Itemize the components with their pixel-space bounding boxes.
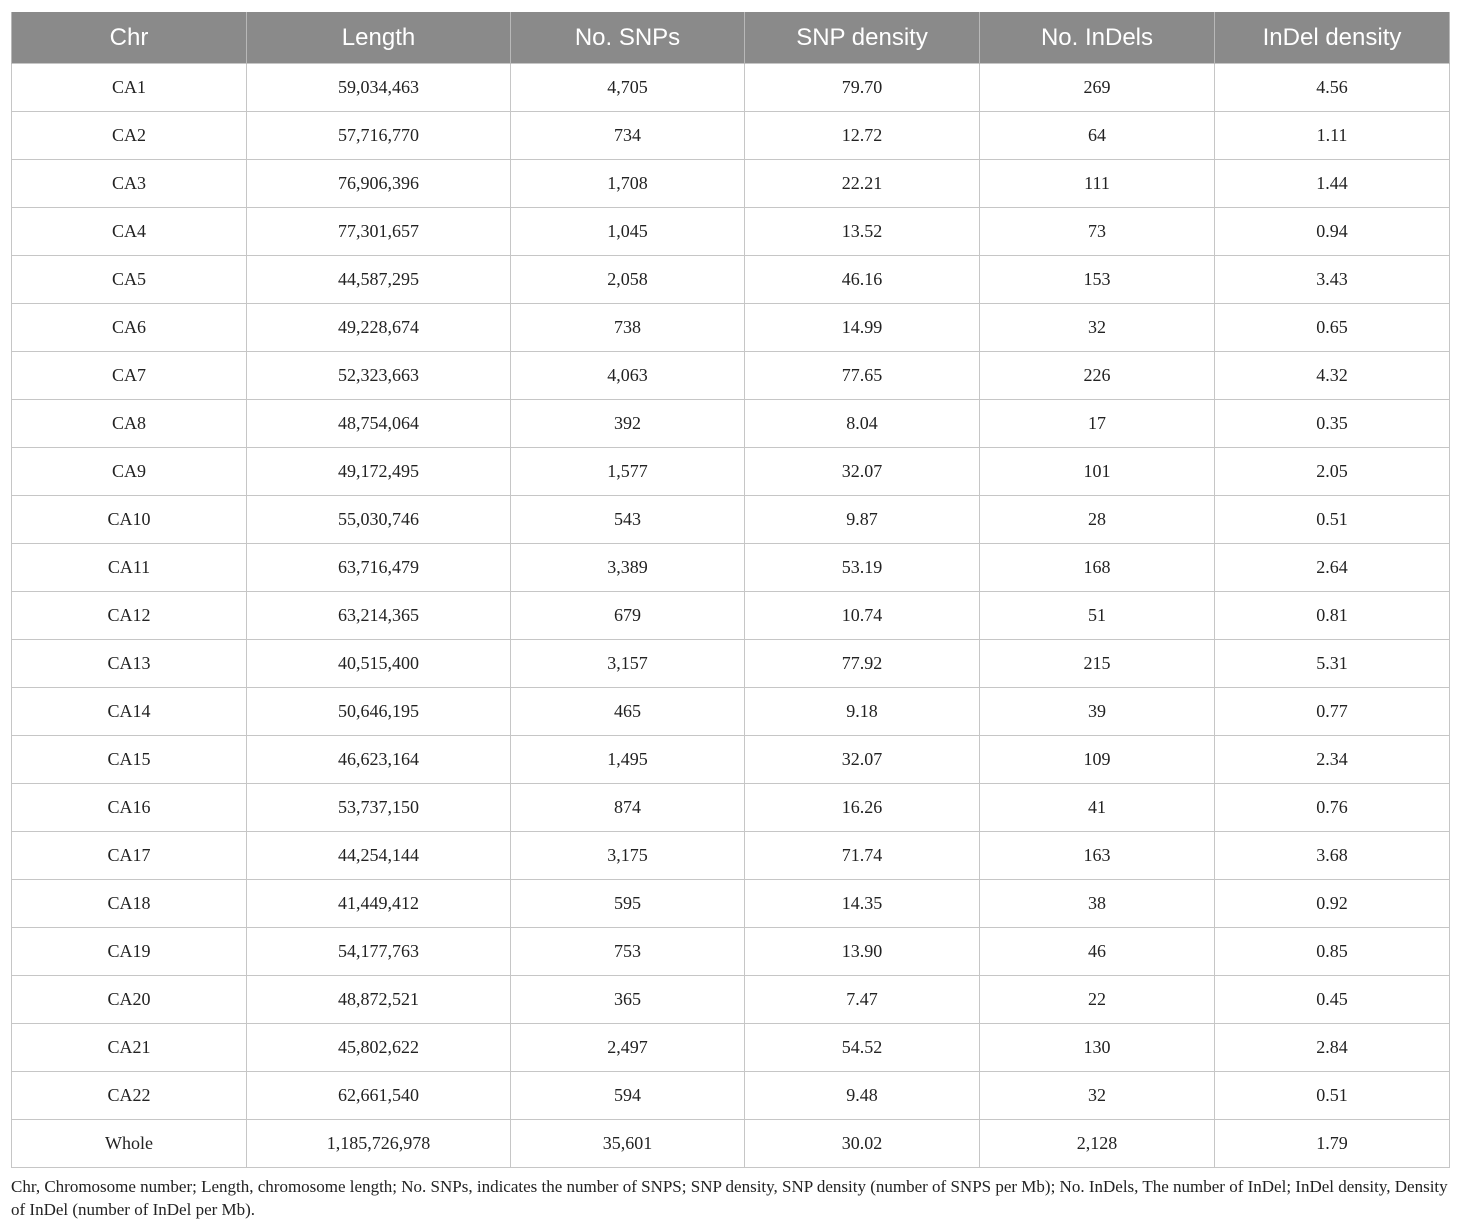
table-body (12, 64, 1450, 1168)
cell-no-indels: 64 (980, 112, 1215, 160)
cell-no-snps: 3,389 (511, 544, 745, 592)
cell-length: 49,228,674 (247, 304, 511, 352)
table-row (12, 784, 1450, 832)
cell-indel-density: 4.56 (1215, 64, 1450, 112)
header-chr: Chr (12, 12, 247, 64)
cell-no-snps: 4,705 (511, 64, 745, 112)
cell-indel-density: 5.31 (1215, 640, 1450, 688)
table-row (12, 1120, 1450, 1168)
cell-no-indels: 41 (980, 784, 1215, 832)
table-row (12, 400, 1450, 448)
cell-snp-density: 14.35 (745, 880, 980, 928)
cell-length: 54,177,763 (247, 928, 511, 976)
cell-indel-density: 3.43 (1215, 256, 1450, 304)
cell-snp-density: 12.72 (745, 112, 980, 160)
cell-no-indels: 73 (980, 208, 1215, 256)
cell-chr: CA2 (12, 112, 247, 160)
cell-no-snps: 1,708 (511, 160, 745, 208)
cell-no-snps: 465 (511, 688, 745, 736)
cell-snp-density: 13.52 (745, 208, 980, 256)
cell-no-snps: 874 (511, 784, 745, 832)
cell-no-indels: 32 (980, 304, 1215, 352)
header-length: Length (247, 12, 511, 64)
table-row (12, 448, 1450, 496)
cell-snp-density: 9.48 (745, 1072, 980, 1120)
cell-snp-density: 16.26 (745, 784, 980, 832)
table-row (12, 544, 1450, 592)
cell-length: 44,254,144 (247, 832, 511, 880)
cell-chr: CA21 (12, 1024, 247, 1072)
cell-chr: CA1 (12, 64, 247, 112)
cell-no-indels: 32 (980, 1072, 1215, 1120)
cell-snp-density: 77.92 (745, 640, 980, 688)
cell-no-indels: 111 (980, 160, 1215, 208)
cell-snp-density: 9.18 (745, 688, 980, 736)
cell-indel-density: 2.84 (1215, 1024, 1450, 1072)
cell-indel-density: 3.68 (1215, 832, 1450, 880)
cell-snp-density: 46.16 (745, 256, 980, 304)
cell-no-indels: 269 (980, 64, 1215, 112)
cell-indel-density: 0.51 (1215, 496, 1450, 544)
cell-no-snps: 753 (511, 928, 745, 976)
table-row (12, 208, 1450, 256)
cell-length: 45,802,622 (247, 1024, 511, 1072)
cell-indel-density: 2.34 (1215, 736, 1450, 784)
cell-length: 63,214,365 (247, 592, 511, 640)
cell-length: 48,872,521 (247, 976, 511, 1024)
cell-length: 41,449,412 (247, 880, 511, 928)
cell-no-snps: 2,497 (511, 1024, 745, 1072)
table-row (12, 976, 1450, 1024)
cell-indel-density: 1.44 (1215, 160, 1450, 208)
table-row (12, 304, 1450, 352)
header-row (12, 12, 1450, 64)
cell-chr: CA14 (12, 688, 247, 736)
cell-snp-density: 7.47 (745, 976, 980, 1024)
cell-chr: CA13 (12, 640, 247, 688)
cell-no-snps: 1,495 (511, 736, 745, 784)
cell-chr: CA8 (12, 400, 247, 448)
cell-no-snps: 35,601 (511, 1120, 745, 1168)
cell-indel-density: 2.64 (1215, 544, 1450, 592)
cell-chr: CA7 (12, 352, 247, 400)
table-row (12, 928, 1450, 976)
cell-no-snps: 595 (511, 880, 745, 928)
cell-snp-density: 79.70 (745, 64, 980, 112)
cell-chr: Whole (12, 1120, 247, 1168)
table-row (12, 112, 1450, 160)
cell-no-indels: 109 (980, 736, 1215, 784)
cell-chr: CA19 (12, 928, 247, 976)
table-row (12, 640, 1450, 688)
cell-length: 57,716,770 (247, 112, 511, 160)
cell-no-snps: 734 (511, 112, 745, 160)
cell-indel-density: 0.35 (1215, 400, 1450, 448)
cell-no-indels: 163 (980, 832, 1215, 880)
cell-no-snps: 594 (511, 1072, 745, 1120)
cell-length: 49,172,495 (247, 448, 511, 496)
cell-chr: CA15 (12, 736, 247, 784)
cell-chr: CA20 (12, 976, 247, 1024)
cell-snp-density: 22.21 (745, 160, 980, 208)
cell-snp-density: 54.52 (745, 1024, 980, 1072)
cell-no-indels: 38 (980, 880, 1215, 928)
cell-indel-density: 0.94 (1215, 208, 1450, 256)
cell-no-snps: 1,045 (511, 208, 745, 256)
cell-chr: CA18 (12, 880, 247, 928)
cell-chr: CA12 (12, 592, 247, 640)
cell-chr: CA3 (12, 160, 247, 208)
cell-length: 55,030,746 (247, 496, 511, 544)
cell-indel-density: 0.45 (1215, 976, 1450, 1024)
cell-snp-density: 30.02 (745, 1120, 980, 1168)
cell-no-indels: 46 (980, 928, 1215, 976)
table-row (12, 64, 1450, 112)
cell-snp-density: 10.74 (745, 592, 980, 640)
data-table-container (11, 12, 1449, 1168)
table-row (12, 736, 1450, 784)
table-row (12, 880, 1450, 928)
cell-no-snps: 365 (511, 976, 745, 1024)
cell-no-indels: 22 (980, 976, 1215, 1024)
cell-indel-density: 1.79 (1215, 1120, 1450, 1168)
table-row (12, 832, 1450, 880)
cell-length: 40,515,400 (247, 640, 511, 688)
cell-length: 46,623,164 (247, 736, 511, 784)
table-row (12, 592, 1450, 640)
cell-length: 50,646,195 (247, 688, 511, 736)
cell-no-indels: 101 (980, 448, 1215, 496)
table-footnote: Chr, Chromosome number; Length, chromosome length; No. SNPs, indicates the number of SNPS; SNP density, SNP density (number of SNPS per Mb); No. InDels, The number of InDel; InDel density, Density of InDel (number of InDel per Mb). (11, 1177, 1448, 1219)
cell-no-indels: 17 (980, 400, 1215, 448)
cell-indel-density: 4.32 (1215, 352, 1450, 400)
table-row (12, 688, 1450, 736)
header-indel-density: InDel density (1215, 12, 1450, 64)
cell-snp-density: 77.65 (745, 352, 980, 400)
cell-snp-density: 9.87 (745, 496, 980, 544)
cell-no-indels: 51 (980, 592, 1215, 640)
cell-no-snps: 543 (511, 496, 745, 544)
table-row (12, 352, 1450, 400)
cell-no-snps: 392 (511, 400, 745, 448)
cell-no-snps: 3,157 (511, 640, 745, 688)
cell-no-snps: 738 (511, 304, 745, 352)
cell-snp-density: 13.90 (745, 928, 980, 976)
cell-chr: CA17 (12, 832, 247, 880)
cell-chr: CA6 (12, 304, 247, 352)
cell-snp-density: 32.07 (745, 448, 980, 496)
cell-indel-density: 0.85 (1215, 928, 1450, 976)
cell-no-snps: 679 (511, 592, 745, 640)
cell-no-indels: 168 (980, 544, 1215, 592)
cell-chr: CA16 (12, 784, 247, 832)
cell-chr: CA10 (12, 496, 247, 544)
cell-length: 1,185,726,978 (247, 1120, 511, 1168)
cell-length: 52,323,663 (247, 352, 511, 400)
cell-length: 59,034,463 (247, 64, 511, 112)
cell-no-indels: 2,128 (980, 1120, 1215, 1168)
table-row (12, 256, 1450, 304)
cell-indel-density: 1.11 (1215, 112, 1450, 160)
cell-no-indels: 28 (980, 496, 1215, 544)
cell-no-indels: 215 (980, 640, 1215, 688)
cell-chr: CA4 (12, 208, 247, 256)
table-row (12, 1072, 1450, 1120)
cell-chr: CA22 (12, 1072, 247, 1120)
table-row (12, 160, 1450, 208)
cell-length: 63,716,479 (247, 544, 511, 592)
cell-snp-density: 32.07 (745, 736, 980, 784)
header-snp-density: SNP density (745, 12, 980, 64)
table-header (12, 12, 1450, 64)
table-row (12, 496, 1450, 544)
cell-no-indels: 130 (980, 1024, 1215, 1072)
cell-no-indels: 153 (980, 256, 1215, 304)
cell-length: 44,587,295 (247, 256, 511, 304)
cell-no-snps: 2,058 (511, 256, 745, 304)
cell-indel-density: 2.05 (1215, 448, 1450, 496)
cell-length: 76,906,396 (247, 160, 511, 208)
header-no-snps: No. SNPs (511, 12, 745, 64)
cell-no-indels: 226 (980, 352, 1215, 400)
cell-chr: CA5 (12, 256, 247, 304)
cell-indel-density: 0.77 (1215, 688, 1450, 736)
cell-snp-density: 14.99 (745, 304, 980, 352)
cell-indel-density: 0.51 (1215, 1072, 1450, 1120)
cell-length: 62,661,540 (247, 1072, 511, 1120)
cell-no-snps: 4,063 (511, 352, 745, 400)
table-row (12, 1024, 1450, 1072)
cell-length: 48,754,064 (247, 400, 511, 448)
cell-indel-density: 0.81 (1215, 592, 1450, 640)
header-no-indels: No. InDels (980, 12, 1215, 64)
cell-length: 53,737,150 (247, 784, 511, 832)
cell-no-snps: 1,577 (511, 448, 745, 496)
cell-snp-density: 53.19 (745, 544, 980, 592)
cell-indel-density: 0.65 (1215, 304, 1450, 352)
cell-length: 77,301,657 (247, 208, 511, 256)
cell-chr: CA9 (12, 448, 247, 496)
cell-no-snps: 3,175 (511, 832, 745, 880)
cell-chr: CA11 (12, 544, 247, 592)
snp-indel-table (11, 12, 1450, 1168)
cell-no-indels: 39 (980, 688, 1215, 736)
cell-snp-density: 8.04 (745, 400, 980, 448)
cell-indel-density: 0.76 (1215, 784, 1450, 832)
cell-indel-density: 0.92 (1215, 880, 1450, 928)
cell-snp-density: 71.74 (745, 832, 980, 880)
